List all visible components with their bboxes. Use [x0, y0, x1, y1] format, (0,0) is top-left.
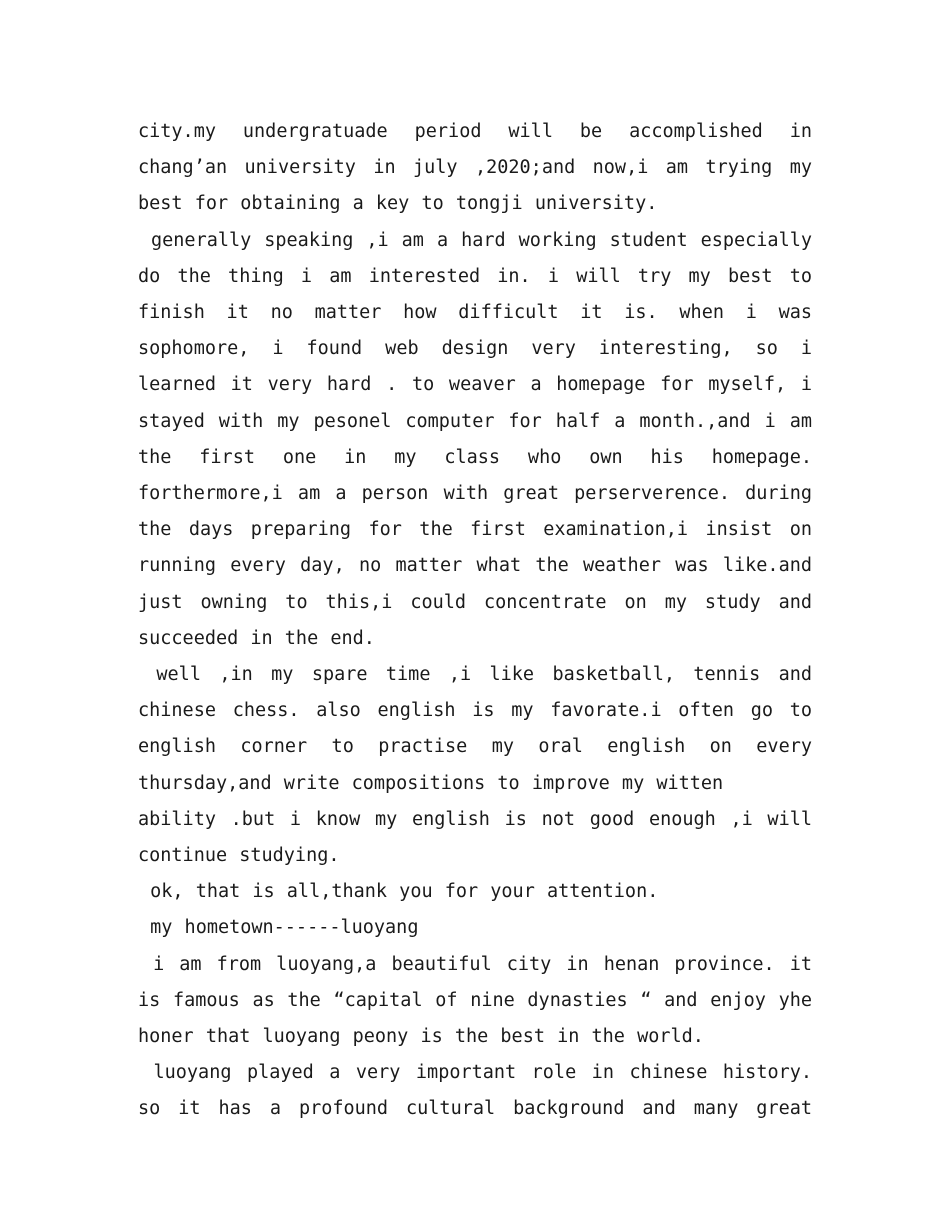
paragraph-luoyang-intro: i am from luoyang,a beautiful city in henan province. it is famous as the “capital of nine dynasties “ and enjoy yhe honer that luoyang peony is the best in the world.: [138, 953, 825, 1048]
paragraph-hobbies: well ,in my spare time ,i like basketball, tennis and chinese chess. also english is my favorate.i often go to english corner to practise my oral english on every thursday,and write compositions to improve my witten: [138, 664, 825, 794]
document-body: [138, 114, 825, 1128]
paragraph-education: city.my undergratuade period will be accomplished in chang’an university in july ,2020;and now,i am trying my best for obtaining a key to tongji university.: [138, 121, 825, 215]
paragraph-personality: generally speaking ,i am a hard working student especially do the thing i am interested in. i will try my best to finish it no matter how difficult it is. when i was sophomore, i found web design very interesting, so i learned it very hard . to weaver a homepage for myself, i stayed with my pesonel computer for half a month.,and i am the first one in my class who own his homepage. forthermore,i am a person with great perserverence. during the days preparing for the first examination,i insist on running every day, no matter what the weather was like.and just owning to this,i could concentrate on my study and succeeded in the end.: [138, 229, 825, 649]
paragraph-luoyang-history: luoyang played a very important role in chinese history. so it has a profound cultural background and many great: [138, 1062, 825, 1120]
paragraph-english-ability: ability .but i know my english is not good enough ,i will continue studying.: [138, 808, 825, 867]
section-heading-hometown: my hometown------luoyang: [138, 917, 419, 939]
paragraph-closing: ok, that is all,thank you for your attention.: [138, 881, 659, 903]
